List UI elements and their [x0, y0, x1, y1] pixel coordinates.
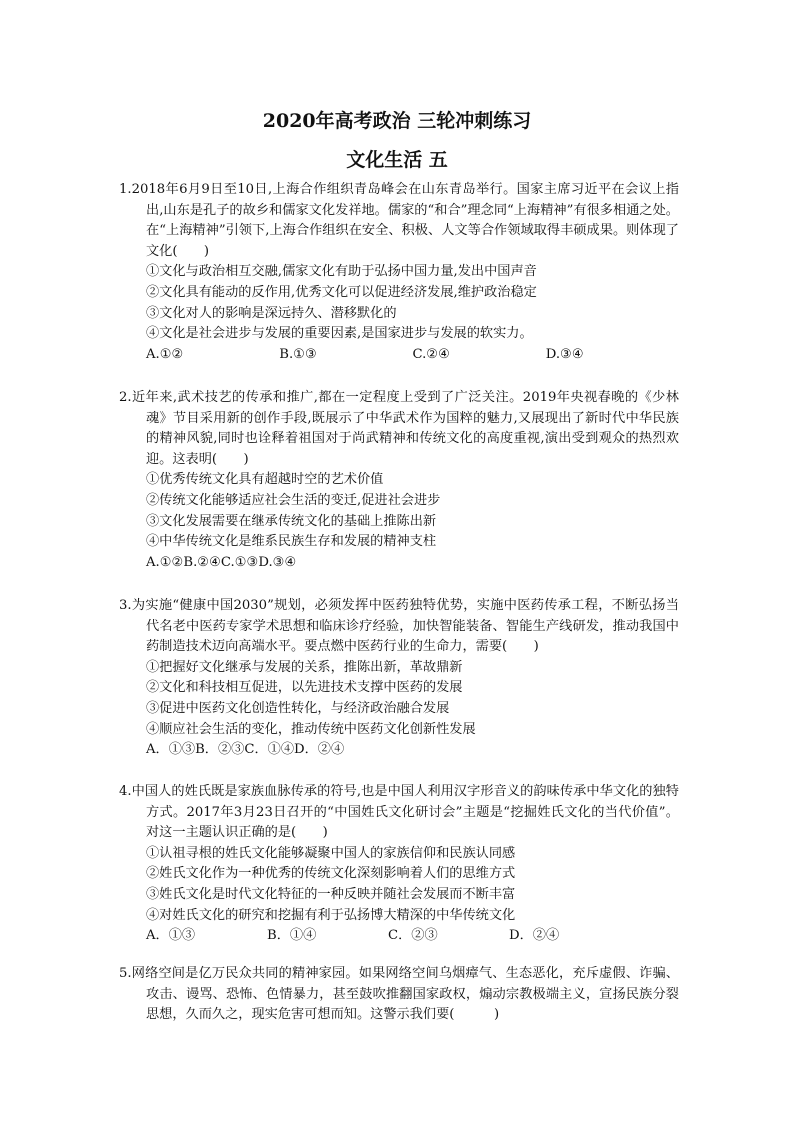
answer-choices: [119, 345, 679, 366]
question-3: [119, 596, 679, 761]
option-2: ②文化具有能动的反作用,优秀文化可以促进经济发展,维护政治稳定: [146, 284, 537, 300]
option-4: ④中华传统文化是维系民族生存和发展的精神支柱: [146, 534, 437, 550]
choice-b: B．②③: [195, 742, 245, 758]
option-3: ③文化对人的影响是深远持久、潜移默化的: [146, 305, 397, 321]
option-1: ①认祖寻根的姓氏文化能够凝聚中国人的家族信仰和民族认同感: [146, 845, 516, 861]
option-4: ④顺应社会生活的变化，推动传统中医药文化创新性发展: [146, 721, 476, 737]
question-stem: 4.中国人的姓氏既是家族血脉传承的符号,也是中国人利用汉字形音义的韵味传承中华文化的独特方式。2017年3月23日召开的“中国姓氏文化研讨会”主题是“挖掘姓氏文化的当代价值”。对这一主题认识正确的是( ): [119, 784, 679, 841]
answer-choices: [119, 553, 679, 574]
option-1: ①文化与政治相互交融,儒家文化有助于弘扬中国力量,发出中国声音: [146, 264, 537, 280]
question-2: [119, 388, 679, 573]
choice-c: C．①④: [244, 742, 295, 758]
choice-c: C.①③: [220, 554, 259, 570]
choice-a: A．①③: [146, 928, 196, 944]
page-subtitle: 文化生活 五: [346, 149, 448, 171]
question-stem: 1.2018年6月9日至10日,上海合作组织青岛峰会在山东青岛举行。国家主席习近平在会议上指出,山东是孔子的故乡和儒家文化发祥地。儒家的“和合”理念同“上海精神”有很多相通之处。在“上海精神”引领下,上海合作组织在安全、积极、人文等合作领域取得丰硕成果。则体现了文化( ): [119, 182, 679, 259]
question-stem: 3.为实施“健康中国2030”规划，必须发挥中医药独特优势，实施中医药传承工程，不断弘扬当代名老中医药专家学术思想和临床诊疗经验，加快智能装备、智能生产线研发，推动我国中药制造技术迈向高端水平。要点燃中医药行业的生命力，需要( ): [119, 598, 679, 655]
option-3: ③文化发展需要在继承传统文化的基础上推陈出新: [146, 513, 437, 529]
choice-a: A.①②: [146, 554, 184, 570]
option-3: ③促进中医药文化创造性转化，与经济政治融合发展: [146, 700, 450, 716]
answer-choices: [119, 740, 679, 761]
option-2: ②文化和科技相互促进，以先进技术支撑中医药的发展: [146, 680, 463, 696]
question-5: [119, 964, 679, 1026]
choice-b: B.②④: [183, 554, 221, 570]
choice-b: B．①④: [267, 928, 317, 944]
choice-d: D.③④: [545, 346, 584, 362]
choice-b: B.①③: [279, 346, 317, 362]
choice-d: D．②④: [294, 742, 345, 758]
choice-a: A．①③: [146, 742, 196, 758]
option-4: ④对姓氏文化的研究和挖掘有利于弘扬博大精深的中华传统文化: [146, 907, 516, 923]
question-1: [119, 180, 679, 365]
choice-c: C.②④: [412, 346, 450, 362]
option-2: ②姓氏文化作为一种优秀的传统文化深刻影响着人们的思维方式: [146, 866, 516, 882]
option-2: ②传统文化能够适应社会生活的变迁,促进社会进步: [146, 492, 441, 508]
question-4: [119, 782, 679, 947]
question-stem: 2.近年来,武术技艺的传承和推广,都在一定程度上受到了广泛关注。2019年央视春晚的《少林魂》节目采用新的创作手段,既展示了中华武术作为国粹的魅力,又展现出了新时代中华民族的精神风貌,同时也诠释着祖国对于尚武精神和传统文化的高度重视,演出受到观众的热烈欢迎。这表明( ): [119, 390, 679, 467]
option-1: ①把握好文化继承与发展的关系，推陈出新，革故鼎新: [146, 659, 463, 675]
option-3: ③姓氏文化是时代文化特征的一种反映并随社会发展而不断丰富: [146, 886, 516, 902]
choice-c: C．②③: [388, 928, 438, 944]
question-stem: 5.网络空间是亿万民众共同的精神家园。如果网络空间乌烟瘴气、生态恶化，充斥虚假、诈骗、攻击、谩骂、恐怖、色情暴力，甚至鼓吹推翻国家政权，煽动宗教极端主义，宣扬民族分裂思想，久而久之，现实危害可想而知。这警示我们要( ): [119, 966, 679, 1023]
choice-d: D．②④: [509, 928, 560, 944]
option-4: ④文化是社会进步与发展的重要因素,是国家进步与发展的软实力。: [146, 326, 533, 342]
choice-a: A.①②: [146, 346, 184, 362]
page-title: 2020年高考政治 三轮冲刺练习: [262, 110, 532, 132]
option-1: ①优秀传统文化具有超越时空的艺术价值: [146, 472, 384, 488]
choice-d: D.③④: [258, 554, 297, 570]
answer-choices: [119, 926, 679, 947]
